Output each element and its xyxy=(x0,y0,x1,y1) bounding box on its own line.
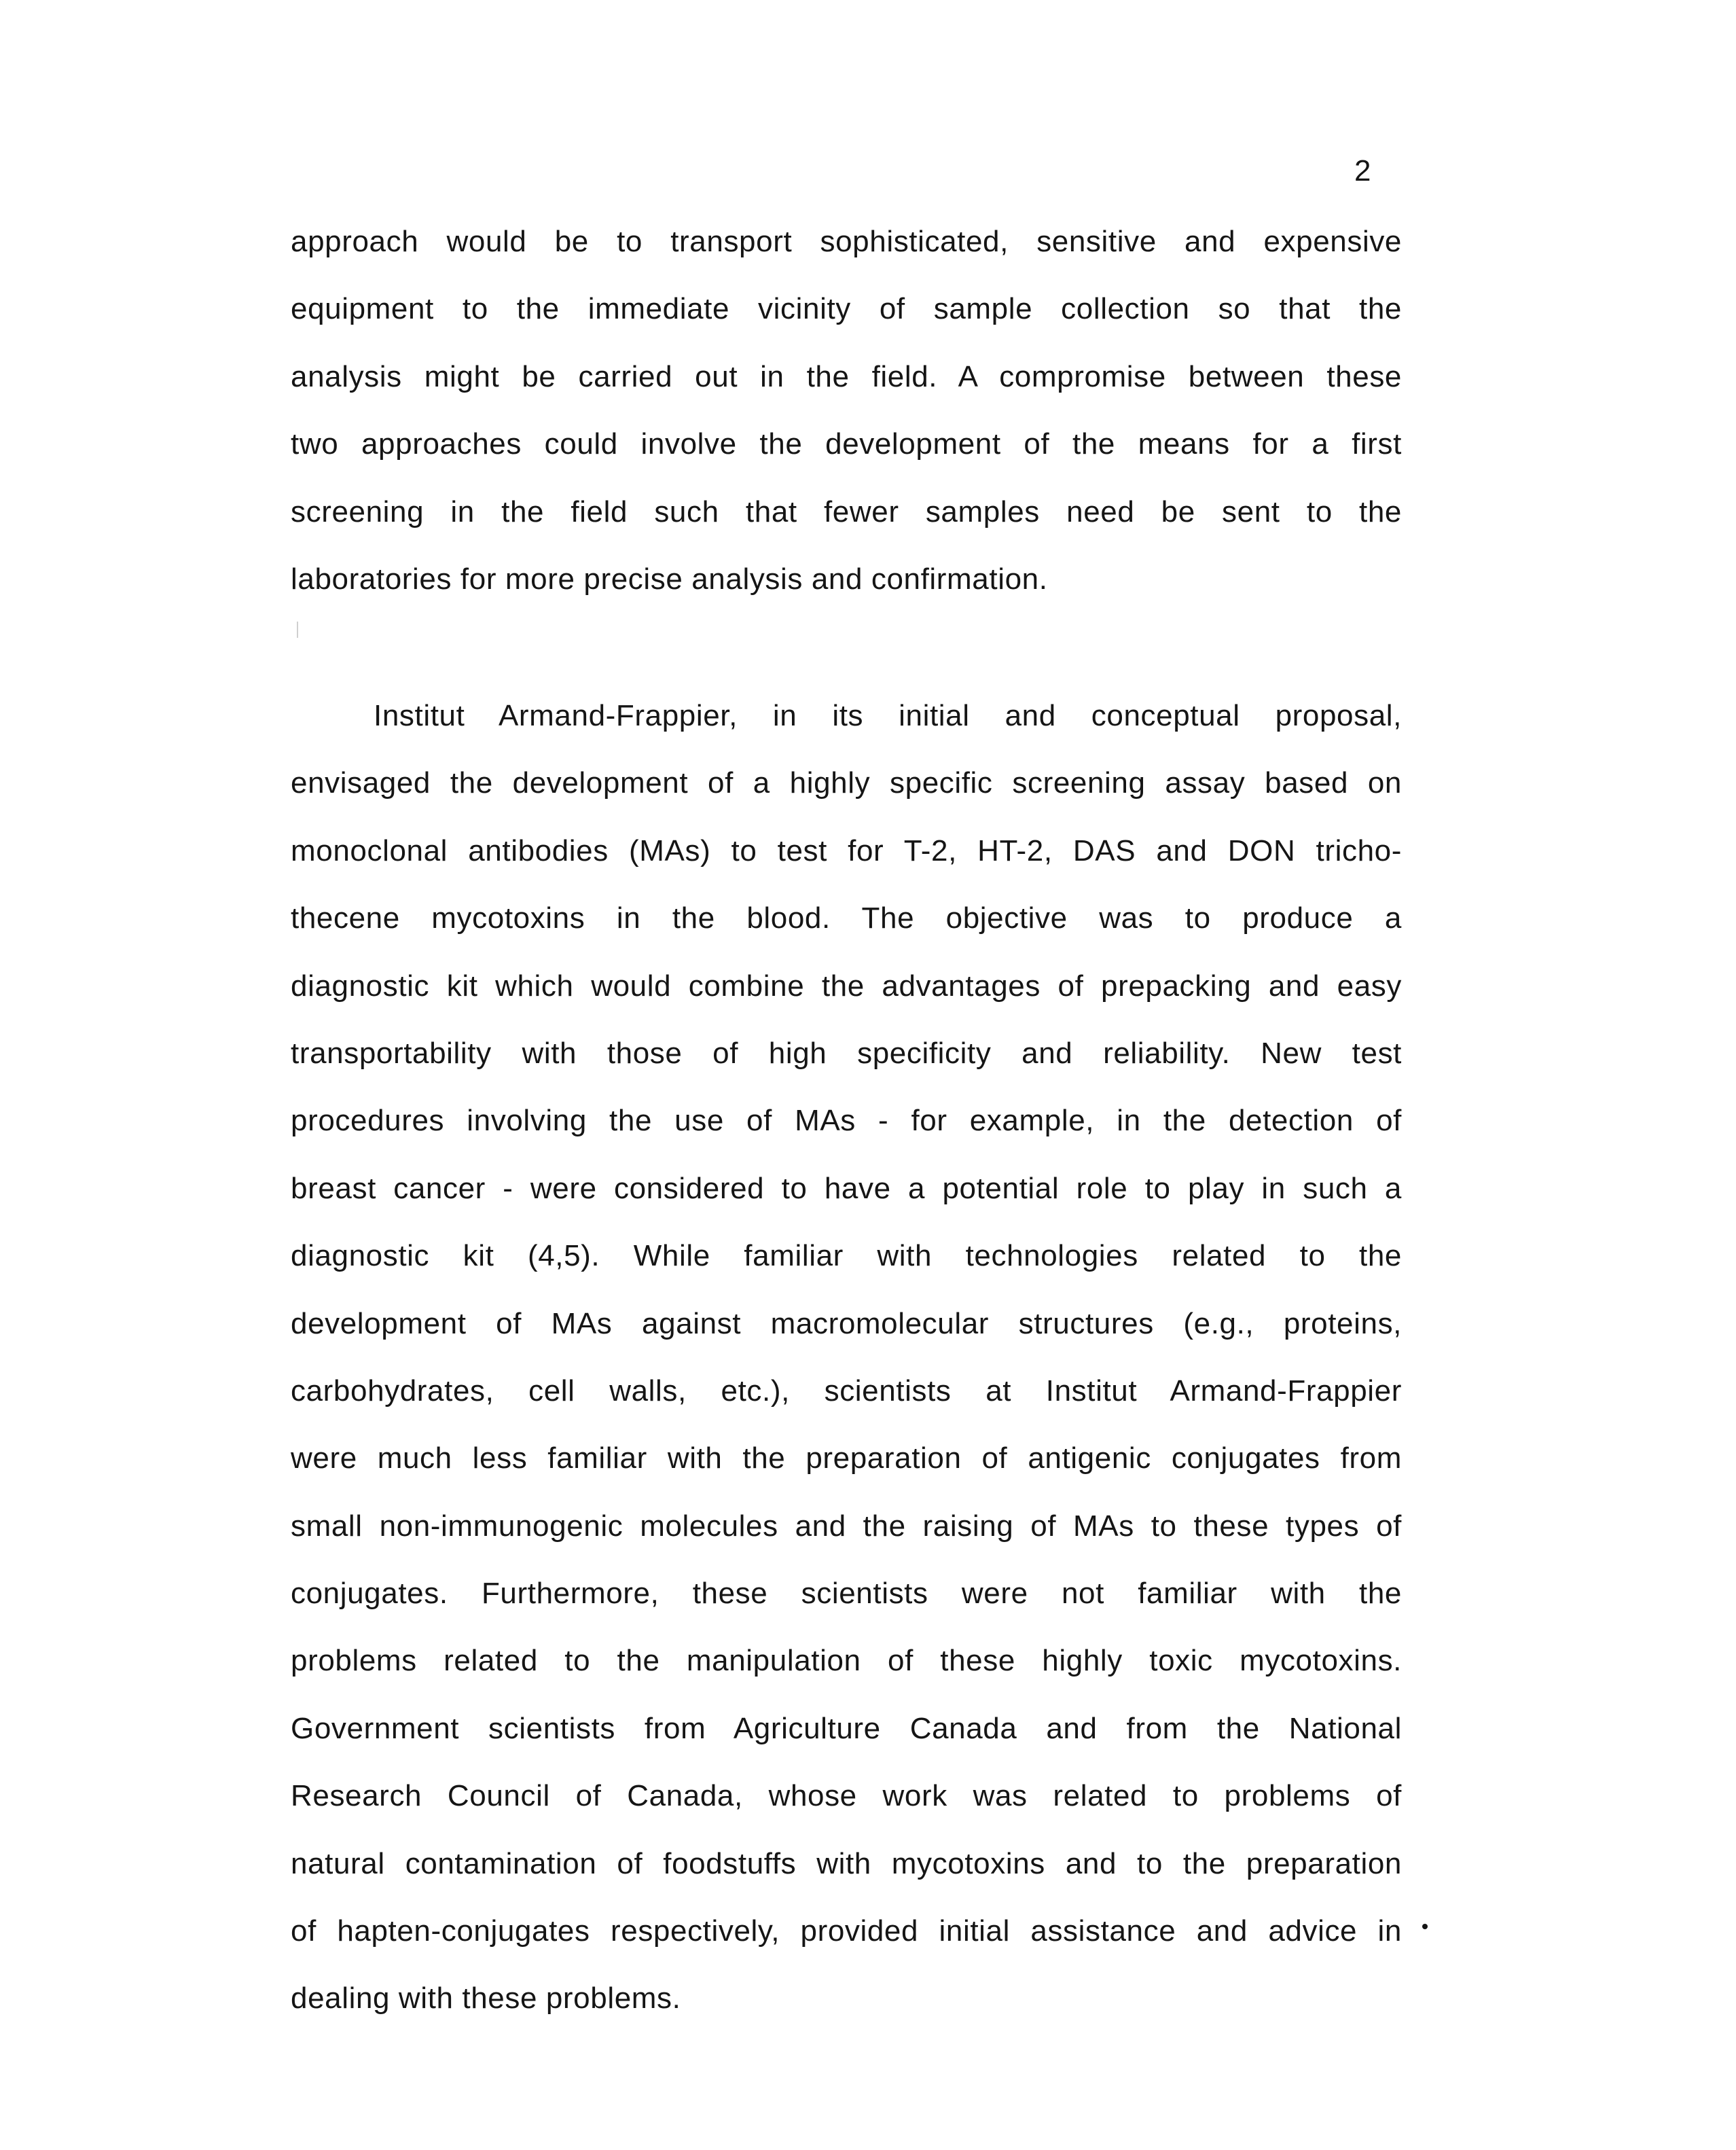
text-line: problems related to the manipulation of these highly toxic mycotoxins. xyxy=(291,1644,1402,1678)
text-line: monoclonal antibodies (MAs) to test for T-2, HT-2, DAS and DON tricho- xyxy=(291,834,1402,867)
paragraph-2 xyxy=(291,696,1402,2046)
text-line: breast cancer - were considered to have a potential role to play in such a xyxy=(291,1171,1402,1205)
text-line: two approaches could involve the development of the means for a first xyxy=(291,427,1402,461)
text-line: approach would be to transport sophisticated, sensitive and expensive xyxy=(291,225,1402,258)
text-line: Research Council of Canada, whose work was related to problems of xyxy=(291,1779,1402,1813)
text-line: small non-immunogenic molecules and the raising of MAs to these types of xyxy=(291,1509,1402,1543)
text-line: diagnostic kit (4,5). While familiar with technologies related to the xyxy=(291,1239,1402,1273)
text-line: development of MAs against macromolecular structures (e.g., proteins, xyxy=(291,1306,1402,1340)
text-line: of hapten-conjugates respectively, provided initial assistance and advice in xyxy=(291,1914,1402,1948)
text-line: conjugates. Furthermore, these scientists were not familiar with the xyxy=(291,1577,1402,1611)
text-line: were much less familiar with the preparation of antigenic conjugates from xyxy=(291,1441,1402,1475)
paragraph-1 xyxy=(291,221,1402,626)
text-line: Government scientists from Agriculture Canada and from the National xyxy=(291,1711,1402,1745)
text-line: laboratories for more precise analysis and confirmation. xyxy=(291,562,1048,596)
text-line: screening in the field such that fewer samples need be sent to the xyxy=(291,495,1402,528)
text-line: analysis might be carried out in the field. A compromise between these xyxy=(291,359,1402,393)
text-line: dealing with these problems. xyxy=(291,1982,681,2015)
page-number: 2 xyxy=(1354,154,1371,187)
text-line: thecene mycotoxins in the blood. The objective was to produce a xyxy=(291,901,1402,935)
text-line: transportability with those of high specificity and reliability. New test xyxy=(291,1036,1402,1070)
text-line: carbohydrates, cell walls, etc.), scientists at Institut Armand-Frappier xyxy=(291,1374,1402,1408)
text-line: natural contamination of foodstuffs with mycotoxins and to the preparation xyxy=(291,1846,1402,1880)
text-line: Institut Armand-Frappier, in its initial and conceptual proposal, xyxy=(374,699,1402,732)
margin-dot-mark xyxy=(1422,1924,1428,1929)
text-line: equipment to the immediate vicinity of sample collection so that the xyxy=(291,292,1402,326)
text-line: procedures involving the use of MAs - for example, in the detection of xyxy=(291,1104,1402,1138)
text-line: diagnostic kit which would combine the advantages of prepacking and easy xyxy=(291,969,1402,1003)
text-line: envisaged the development of a highly specific screening assay based on xyxy=(291,766,1402,800)
